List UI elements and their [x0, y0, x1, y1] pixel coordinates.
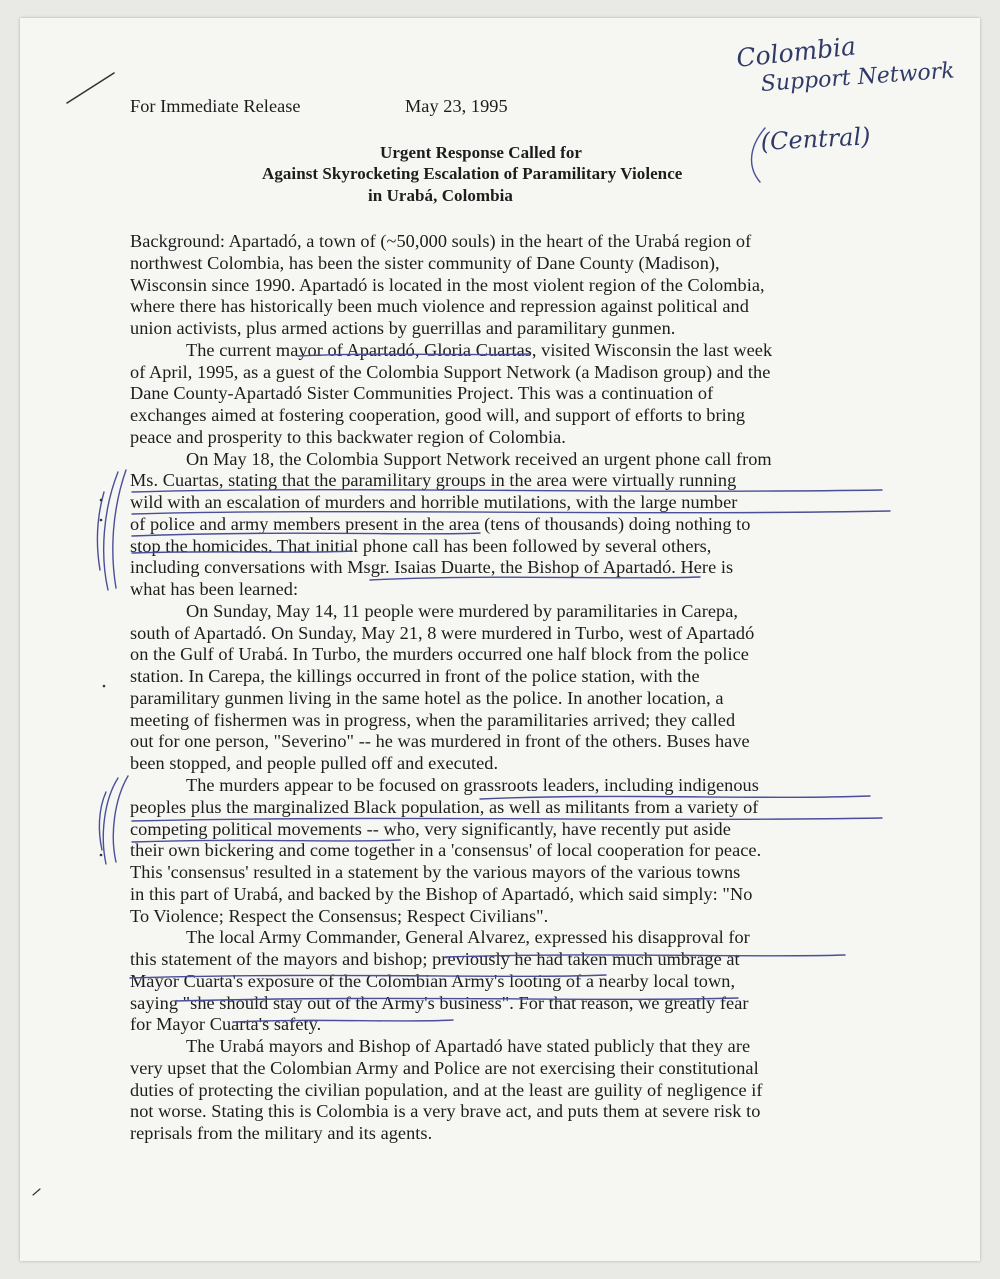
- body-line: On May 18, the Colombia Support Network received an urgent phone call from: [186, 448, 772, 469]
- body-line: exchanges aimed at fostering cooperation, good will, and support of efforts to bring: [130, 405, 746, 426]
- body-line: duties of protecting the civilian population, and at the least are guility of negligence if: [130, 1079, 763, 1100]
- title-line-3: in Urabá, Colombia: [368, 186, 513, 205]
- body-line: including conversations with Msgr. Isaias Duarte, the Bishop of Apartadó. Here is: [130, 557, 734, 578]
- body-line: station. In Carepa, the killings occurred in front of the police station, with the: [130, 666, 700, 687]
- body-line: not worse. Stating this is Colombia is a very brave act, and puts them at severe risk to: [130, 1101, 761, 1122]
- body-line: The local Army Commander, General Alvarez, expressed his disapproval for: [186, 927, 750, 948]
- title-line-1: Urgent Response Called for: [380, 143, 582, 162]
- body-line: of April, 1995, as a guest of the Colombia Support Network (a Madison group) and the: [130, 361, 771, 382]
- release-label: For Immediate Release: [130, 96, 301, 116]
- body-line: reprisals from the military and its agents.: [130, 1123, 433, 1144]
- body-line: To Violence; Respect the Consensus; Respect Civilians".: [130, 905, 549, 926]
- body-line: peoples plus the marginalized Black population, as well as militants from a variety of: [130, 796, 759, 817]
- body-line: on the Gulf of Urabá. In Turbo, the murders occurred one half block from the police: [130, 644, 749, 665]
- body-line: Background: Apartadó, a town of (~50,000 souls) in the heart of the Urabá region of: [130, 231, 752, 251]
- body-line: northwest Colombia, has been the sister community of Dane County (Madison),: [130, 252, 720, 273]
- body-line: stop the homicides. That initial phone call has been followed by several others,: [130, 535, 712, 556]
- body-line: union activists, plus armed actions by guerrillas and paramilitary gunmen.: [130, 318, 676, 339]
- body-line: saying "she should stay out of the Army's business". For that reason, we greatly fear: [130, 992, 749, 1013]
- body-line: The Urabá mayors and Bishop of Apartadó have stated publicly that they are: [186, 1036, 751, 1057]
- body-line: for Mayor Cuarta's safety.: [130, 1014, 322, 1035]
- handwritten-note-line-2: Support Network: [760, 58, 956, 97]
- handwritten-note-line-1: Colombia: [735, 31, 858, 73]
- body-line: peace and prosperity to this backwater region of Colombia.: [130, 426, 566, 447]
- body-line: in this part of Urabá, and backed by the Bishop of Apartadó, which said simply: "No: [130, 883, 753, 904]
- body-line: this statement of the mayors and bishop; previously he had taken much umbrage at: [130, 949, 740, 970]
- title-line-2: Against Skyrocketing Escalation of Paramilitary Violence: [262, 164, 683, 183]
- body-line: of police and army members present in the area (tens of thousands) doing nothing to: [130, 513, 751, 534]
- body-line: paramilitary gunmen living in the same hotel as the police. In another location, a: [130, 687, 724, 708]
- body-line: On Sunday, May 14, 11 people were murdered by paramilitaries in Carepa,: [186, 600, 738, 621]
- body-line: Ms. Cuartas, stating that the paramilitary groups in the area were virtually running: [130, 470, 737, 491]
- body-line: wild with an escalation of murders and horrible mutilations, with the large number: [130, 492, 738, 513]
- body-line: The murders appear to be focused on grassroots leaders, including indigenous: [186, 775, 759, 795]
- handwritten-note-line-3: (Central): [760, 122, 872, 156]
- body-line: meeting of fishermen was in progress, when the paramilitaries arrived; they called: [130, 709, 736, 730]
- body-line: very upset that the Colombian Army and Police are not exercising their constitutional: [130, 1057, 759, 1078]
- body-line: This 'consensus' resulted in a statement by the various mayors of the various towns: [130, 862, 741, 883]
- body-line: where there has historically been much violence and repression against political and: [130, 296, 749, 317]
- body-line: Dane County-Apartadó Sister Communities Project. This was a continuation of: [130, 383, 714, 404]
- body-line: out for one person, "Severino" -- he was murdered in front of the others. Buses have: [130, 731, 750, 752]
- body-line: The current mayor of Apartadó, Gloria Cuartas, visited Wisconsin the last week: [186, 339, 773, 360]
- release-date: May 23, 1995: [405, 96, 508, 116]
- body-line: been stopped, and people pulled off and executed.: [130, 753, 499, 774]
- body-line: Wisconsin since 1990. Apartadó is located in the most violent region of the Colombia,: [130, 274, 765, 295]
- body-line: south of Apartadó. On Sunday, May 21, 8 were murdered in Turbo, west of Apartadó: [130, 622, 755, 643]
- body-line: Mayor Cuarta's exposure of the Colombian Army's looting of a nearby local town,: [130, 970, 736, 991]
- body-line: what has been learned:: [130, 579, 299, 600]
- body-line: competing political movements -- who, very significantly, have recently put aside: [130, 818, 731, 839]
- body-line: their own bickering and come together in a 'consensus' of local cooperation for peace.: [130, 840, 762, 861]
